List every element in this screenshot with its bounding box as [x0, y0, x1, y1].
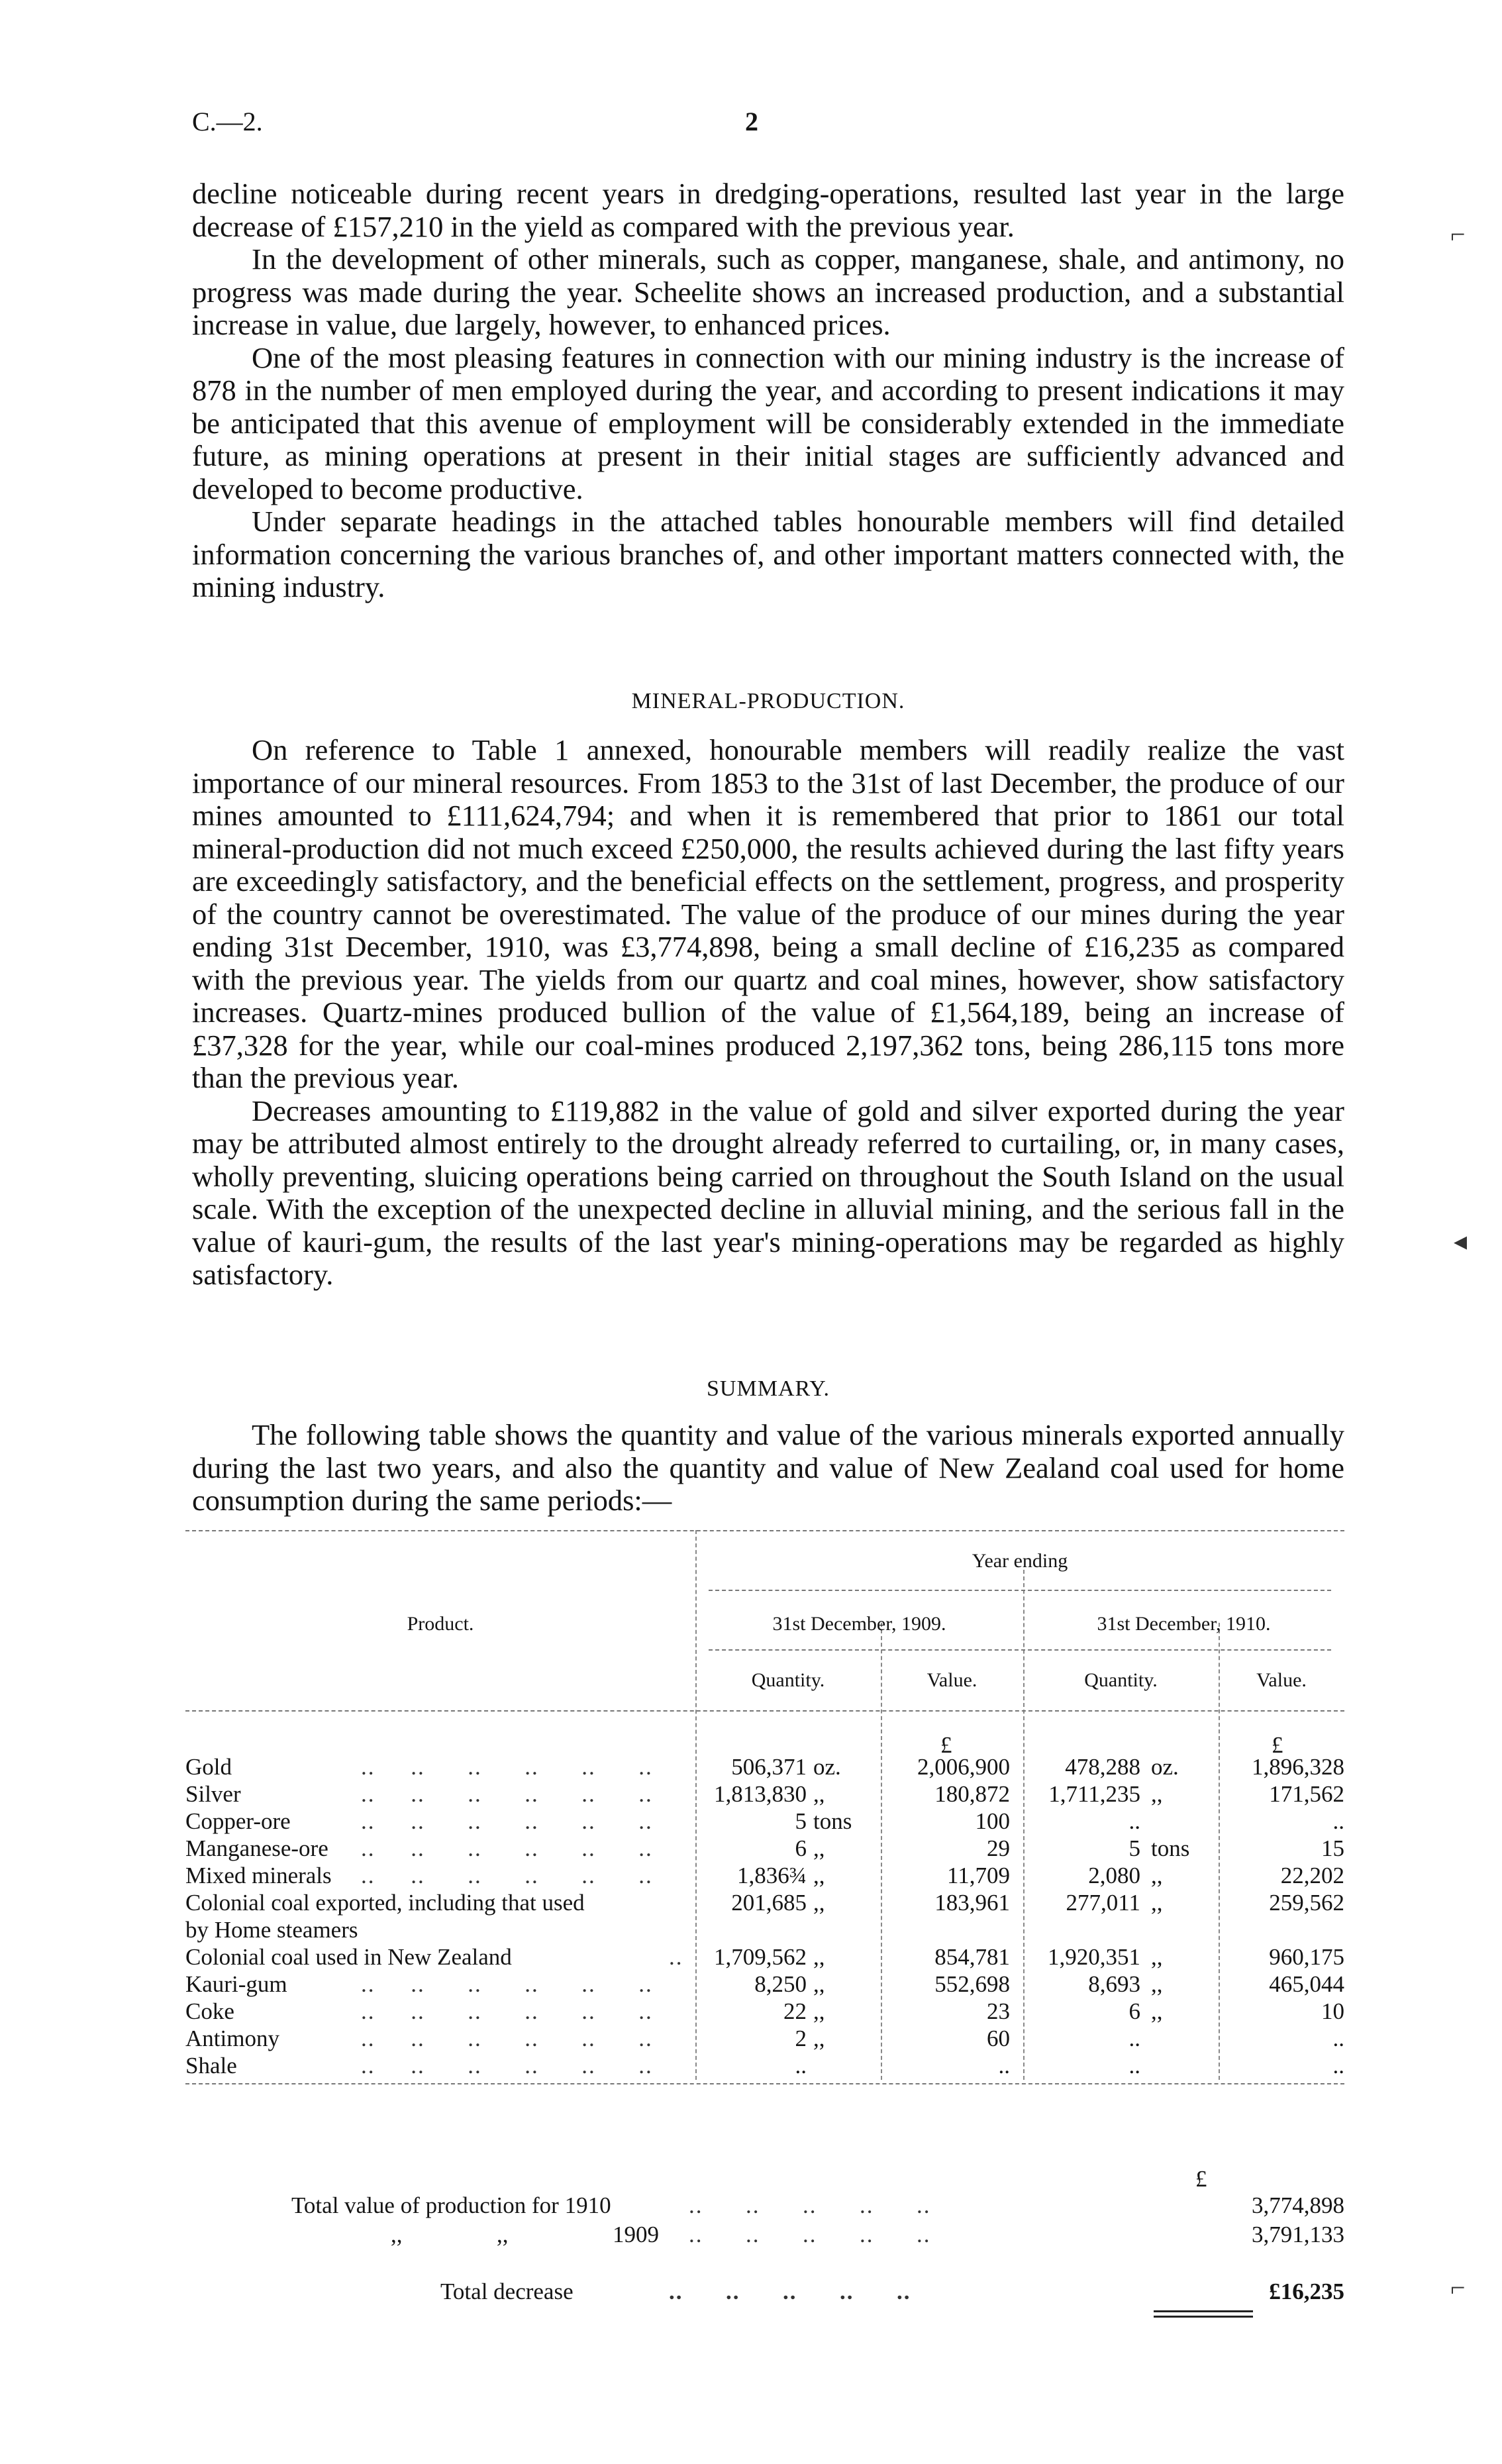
unit-1910: ,,	[1151, 1944, 1163, 1970]
paragraph: In the development of other minerals, such as copper, manganese, shale, and antimony, no progress was made during the year. Scheelite shows an increased production, and a substantial increase in value, due largely, however, to enhanced prices.	[192, 242, 1344, 341]
quantity-1910: 277,011	[1066, 1890, 1140, 1916]
totals-currency: £	[1195, 2166, 1207, 2192]
product-name: Manganese-ore	[185, 1835, 328, 1861]
value-1910: ..	[1332, 2053, 1344, 2079]
unit-1909: ,,	[813, 1944, 825, 1970]
leader-dots: .. .. .. .. .. ..	[361, 2053, 653, 2079]
quantity-1909: 6	[795, 1835, 807, 1861]
unit-1909: ,,	[813, 1998, 825, 2024]
page-number: 2	[745, 107, 758, 136]
margin-mark: ◂	[1454, 1226, 1468, 1256]
value-1910: ..	[1332, 2026, 1344, 2051]
value-1909: 854,781	[934, 1944, 1010, 1970]
quantity-1910: 478,288	[1065, 1754, 1140, 1780]
quantity-1909: 1,813,830	[714, 1781, 807, 1807]
unit-1909: tons	[813, 1808, 852, 1834]
leader-dots: .. .. .. .. .. ..	[361, 1998, 653, 2024]
product-name-continued: by Home steamers	[185, 1917, 358, 1943]
paragraph: The following table shows the quantity and value of the various minerals exported annually during the last two years, and also the quantity and value of New Zealand coal used for home consumption during the same periods:—	[192, 1418, 1344, 1517]
margin-mark: ⌐	[1450, 219, 1466, 249]
product-name: Mixed minerals	[185, 1863, 332, 1888]
value-1910: 22,202	[1280, 1863, 1344, 1888]
unit-1909: ,,	[813, 1781, 825, 1807]
table-top-rule	[185, 1530, 1344, 1531]
unit-1909: oz.	[813, 1754, 841, 1780]
product-name: Colonial coal used in New Zealand	[185, 1944, 512, 1970]
quantity-1909: 1,836¾	[737, 1863, 807, 1888]
quantity-1909: 506,371	[731, 1754, 807, 1780]
value-1909: 183,961	[934, 1890, 1010, 1916]
table-bottom-rule	[185, 2083, 1344, 2084]
unit-1909: ,,	[813, 1835, 825, 1861]
leader-dots: .. .. .. .. .. ..	[361, 1971, 653, 1997]
total-decrease-value: £16,235	[1269, 2279, 1344, 2304]
value-1910: 960,175	[1269, 1944, 1344, 1970]
unit-1909: ,,	[813, 2026, 825, 2051]
quantity-1910: 8,693	[1088, 1971, 1140, 1997]
product-name: Kauri-gum	[185, 1971, 287, 1997]
total-1909-value: 3,791,133	[1252, 2222, 1344, 2247]
unit-1910: ,,	[1151, 1971, 1163, 1997]
value-1910-header: Value.	[1256, 1669, 1307, 1691]
product-header: Product.	[407, 1613, 474, 1635]
unit-1909: ,,	[813, 1863, 825, 1888]
product-name: Coke	[185, 1998, 234, 2024]
leader-dots: .. .. .. .. ..	[669, 2279, 911, 2304]
value-1909: 2,006,900	[917, 1754, 1010, 1780]
header-bottom-rule	[185, 1710, 1344, 1712]
double-underline	[1154, 2316, 1253, 2318]
quantity-1910: 6	[1128, 1998, 1140, 2024]
quantity-1909: 1,709,562	[714, 1944, 807, 1970]
unit-1910: oz.	[1151, 1754, 1179, 1780]
product-name: Silver	[185, 1781, 241, 1807]
section-heading-mineral-production: MINERAL-PRODUCTION.	[631, 689, 905, 713]
running-head	[179, 101, 1323, 147]
value-1909: 23	[987, 1998, 1010, 2024]
quantity-1910-header: Quantity.	[1084, 1669, 1158, 1691]
value-1909: 29	[987, 1835, 1010, 1861]
leader-dots: .. .. .. .. .. ..	[361, 1835, 653, 1861]
currency-symbol-1909: £	[940, 1732, 952, 1758]
quantity-1909: 2	[795, 2026, 807, 2051]
unit-1909: ,,	[813, 1971, 825, 1997]
product-name: Shale	[185, 2053, 237, 2079]
product-name: Gold	[185, 1754, 232, 1780]
value-1909: ..	[998, 2053, 1010, 2079]
section-heading-summary: SUMMARY.	[707, 1376, 830, 1401]
paragraph: One of the most pleasing features in connection with our mining industry is the increase of 878 in the number of men employed during the year, and according to present indications it may be anticipated that this avenue of employment will be considerably extended in the immediate future, as mining operations at present in their initial stages are sufficiently advanced and developed to become productive.	[192, 340, 1344, 505]
document-code: C.—2.	[192, 107, 263, 136]
quantity-1909: 8,250	[754, 1971, 807, 1997]
header-rule	[709, 1590, 1331, 1591]
unit-1910: tons	[1151, 1835, 1190, 1861]
value-1910: 465,044	[1269, 1971, 1344, 1997]
leader-dots: .. .. .. .. .. ..	[361, 1808, 653, 1834]
value-1910: 10	[1321, 1998, 1344, 2024]
summary-text	[192, 1419, 1344, 1517]
value-1909: 11,709	[947, 1863, 1010, 1888]
header-rule	[709, 1649, 1331, 1651]
leader-dots: .. .. .. .. .. ..	[361, 1863, 653, 1888]
value-1910: 171,562	[1269, 1781, 1344, 1807]
product-name: Copper-ore	[185, 1808, 291, 1834]
ditto-mark: ,,	[391, 2222, 403, 2247]
value-1909-header: Value.	[926, 1669, 977, 1691]
quantity-1910: ..	[1128, 2053, 1140, 2079]
quantity-1910: 5	[1128, 1835, 1140, 1861]
leader-dots: .. .. .. .. .. ..	[361, 1781, 653, 1807]
quantity-1909-header: Quantity.	[751, 1669, 825, 1691]
leader-dots: .. .. .. .. ..	[689, 2192, 931, 2218]
double-underline	[1154, 2310, 1253, 2312]
leader-dots: .. .. .. .. ..	[689, 2222, 931, 2247]
unit-1910: ,,	[1151, 1890, 1163, 1916]
period-1909-header: 31st December, 1909.	[772, 1613, 946, 1635]
unit-1909: ,,	[813, 1890, 825, 1916]
paragraph: Under separate headings in the attached tables honourable members will find detailed information concerning the various branches of, and other important matters connected with, the mining industry.	[192, 505, 1344, 603]
currency-symbol-1910: £	[1272, 1732, 1283, 1758]
value-1909: 552,698	[934, 1971, 1010, 1997]
intro-text	[192, 178, 1344, 604]
paragraph: On reference to Table 1 annexed, honourable members will readily realize the vast importance of our mineral resources. From 1853 to the 31st of last December, the produce of our mines amounted to £111,624,794; and when it is remembered that prior to 1861 our total mineral-production did not much exceed £250,000, the results achieved during the last fifty years are exceedingly satisfactory, and the beneficial effects on the settlement, progress, and prosperity of the country cannot be overestimated. The value of the produce of our mines during the year ending 31st December, 1910, was £3,774,898, being a small decline of £16,235 as compared with the previous year. The yields from our quartz and coal mines, however, show satisfactory increases. Quartz-mines produced bullion of the value of £1,564,189, being an increase of £37,328 for the year, while our coal-mines produced 2,197,362 tons, being 286,115 tons more than the previous year.	[192, 733, 1344, 1094]
paragraph: decline noticeable during recent years in dredging-operations, resulted last year in the large decrease of £157,210 in the yield as compared with the previous year.	[192, 177, 1344, 243]
unit-1910: ,,	[1151, 1863, 1163, 1888]
quantity-1910: 1,920,351	[1048, 1944, 1140, 1970]
product-name: Colonial coal exported, including that used	[185, 1890, 585, 1916]
total-1910-value: 3,774,898	[1252, 2192, 1344, 2218]
quantity-1910: ..	[1128, 1808, 1140, 1834]
quantity-1910: ..	[1128, 2026, 1140, 2051]
unit-1910: ,,	[1151, 1998, 1163, 2024]
value-1910: 1,896,328	[1252, 1754, 1344, 1780]
margin-mark: ⌐	[1450, 2273, 1466, 2302]
unit-1910: ,,	[1151, 1781, 1163, 1807]
mineral-production-text	[192, 734, 1344, 1292]
quantity-1910: 1,711,235	[1048, 1781, 1140, 1807]
value-1910: 259,562	[1269, 1890, 1344, 1916]
value-1909: 60	[987, 2026, 1010, 2051]
value-1909: 100	[975, 1808, 1010, 1834]
quantity-1909: ..	[795, 2053, 807, 2079]
total-decrease-label: Total decrease	[440, 2279, 574, 2304]
quantity-1910: 2,080	[1088, 1863, 1140, 1888]
quantity-1909: 22	[783, 1998, 807, 2024]
column-divider	[1023, 1570, 1025, 2080]
product-name: Antimony	[185, 2026, 279, 2051]
ditto-mark: ,,	[497, 2222, 509, 2247]
quantity-1909: 5	[795, 1808, 807, 1834]
leader-dots: ..	[669, 1944, 683, 1970]
leader-dots: .. .. .. .. .. ..	[361, 1754, 653, 1780]
year-ending-header: Year ending	[972, 1550, 1068, 1572]
total-1910-label: Total value of production for 1910	[291, 2192, 611, 2218]
value-1909: 180,872	[934, 1781, 1010, 1807]
total-1909-year: 1909	[613, 2222, 659, 2247]
period-1910-header: 31st December, 1910.	[1097, 1613, 1271, 1635]
value-1910: 15	[1321, 1835, 1344, 1861]
value-1910: ..	[1332, 1808, 1344, 1834]
paragraph: Decreases amounting to £119,882 in the value of gold and silver exported during the year may be attributed almost entirely to the drought already referred to curtailing, or, in many cases, wholly preventing, sluicing operations being carried on throughout the South Island on the usual scale. With the exception of the unexpected decline in alluvial mining, and the serious fall in the value of kauri-gum, the results of the last year's mining-operations may be regarded as highly satisfactory.	[192, 1094, 1344, 1291]
leader-dots: .. .. .. .. .. ..	[361, 2026, 653, 2051]
quantity-1909: 201,685	[731, 1890, 807, 1916]
